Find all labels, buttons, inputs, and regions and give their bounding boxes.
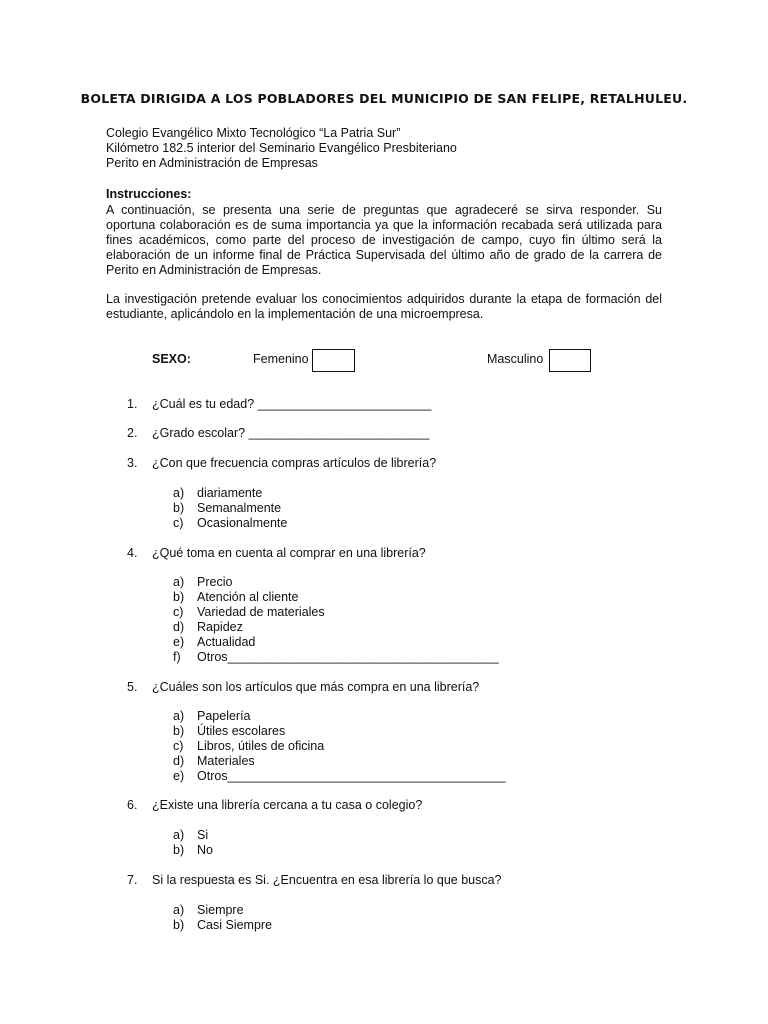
option-letter: b) xyxy=(173,918,185,932)
question-number: 4. xyxy=(127,546,138,560)
option-letter: c) xyxy=(173,739,184,753)
school-program: Perito en Administración de Empresas xyxy=(106,156,318,170)
male-label: Masculino xyxy=(487,352,544,366)
option-text: Materiales xyxy=(197,754,255,768)
question-number: 2. xyxy=(127,426,138,440)
option-letter: b) xyxy=(173,590,185,604)
option-text: Semanalmente xyxy=(197,501,282,515)
option-text: Casi Siempre xyxy=(197,918,273,932)
question-text: ¿Con que frecuencia compras artículos de librería? xyxy=(152,456,437,470)
option-letter: e) xyxy=(173,769,185,783)
option-item[interactable] xyxy=(173,754,506,769)
option-item[interactable] xyxy=(173,739,506,754)
option-text: Útiles escolares xyxy=(197,724,286,738)
question-number: 1. xyxy=(127,397,138,411)
option-letter: a) xyxy=(173,486,185,500)
option-item[interactable] xyxy=(173,724,506,739)
options-list xyxy=(173,575,499,665)
question-text: ¿Qué toma en cuenta al comprar en una librería? xyxy=(152,546,426,560)
instructions-paragraph-2: La investigación pretende evaluar los conocimientos adquiridos durante la etapa de formación del estudiante, aplicándolo en la implementación de una microempresa. xyxy=(106,292,662,321)
option-text: Atención al cliente xyxy=(197,590,299,604)
option-text: Libros, útiles de oficina xyxy=(197,739,325,753)
question-text: ¿Cuáles son los artículos que más compra en una librería? xyxy=(152,680,480,694)
option-letter: a) xyxy=(173,575,185,589)
option-letter: e) xyxy=(173,635,185,649)
option-text: Siempre xyxy=(197,903,244,917)
option-item[interactable] xyxy=(173,620,499,635)
female-label: Femenino xyxy=(253,352,309,366)
option-item[interactable] xyxy=(173,486,287,501)
sexo-label: SEXO: xyxy=(152,352,191,366)
question-text: ¿Existe una librería cercana a tu casa o colegio? xyxy=(152,798,423,812)
option-letter: a) xyxy=(173,828,185,842)
option-item[interactable] xyxy=(173,650,499,665)
document-title: BOLETA DIRIGIDA A LOS POBLADORES DEL MUNICIPIO DE SAN FELIPE, RETALHULEU. xyxy=(80,91,688,106)
instructions-heading: Instrucciones: xyxy=(106,187,192,201)
option-item[interactable] xyxy=(173,903,272,918)
question-number: 3. xyxy=(127,456,138,470)
option-text: Variedad de materiales xyxy=(197,605,325,619)
option-text: Actualidad xyxy=(197,635,256,649)
option-letter: b) xyxy=(173,724,185,738)
option-letter: c) xyxy=(173,605,184,619)
option-text: No xyxy=(197,843,213,857)
instructions-paragraph-1: A continuación, se presenta una serie de preguntas que agradeceré se sirva responder. Su oportuna colaboración es de suma importancia ya que la información recabada será utilizada para fines académicos, como parte del proceso de investigación de campo, cuyo fin último será la elaboración de un informe final de Práctica Supervisada del último año de grado de la carrera de Perito en Administración de Empresas. xyxy=(106,203,662,277)
option-text: Ocasionalmente xyxy=(197,516,288,530)
option-text: Rapidez xyxy=(197,620,243,634)
option-item[interactable] xyxy=(173,590,499,605)
option-item[interactable] xyxy=(173,605,499,620)
option-letter: f) xyxy=(173,650,181,664)
option-item[interactable] xyxy=(173,501,287,516)
option-letter: d) xyxy=(173,620,185,634)
option-text: Otros_______________________________________ xyxy=(197,650,499,664)
male-checkbox[interactable] xyxy=(549,349,591,372)
option-item[interactable] xyxy=(173,843,213,858)
option-text: Precio xyxy=(197,575,233,589)
school-name: Colegio Evangélico Mixto Tecnológico “La Patria Sur” xyxy=(106,126,401,140)
option-text: Si xyxy=(197,828,209,842)
question-number: 7. xyxy=(127,873,138,887)
option-item[interactable] xyxy=(173,635,499,650)
option-letter: d) xyxy=(173,754,185,768)
options-list xyxy=(173,486,287,531)
options-list xyxy=(173,709,506,784)
option-item[interactable] xyxy=(173,709,506,724)
female-checkbox[interactable] xyxy=(312,349,355,372)
option-item[interactable] xyxy=(173,828,213,843)
option-letter: a) xyxy=(173,903,185,917)
option-item[interactable] xyxy=(173,769,506,784)
option-letter: c) xyxy=(173,516,184,530)
question-number: 5. xyxy=(127,680,138,694)
question-text[interactable]: ¿Grado escolar? __________________________ xyxy=(152,426,430,440)
option-letter: b) xyxy=(173,843,185,857)
question-text[interactable]: ¿Cuál es tu edad? _________________________ xyxy=(152,397,432,411)
options-list xyxy=(173,828,213,858)
question-text: Si la respuesta es Si. ¿Encuentra en esa librería lo que busca? xyxy=(152,873,502,887)
school-header xyxy=(106,126,666,171)
options-list xyxy=(173,903,272,933)
option-letter: b) xyxy=(173,501,185,515)
option-text: Papelería xyxy=(197,709,251,723)
question-number: 6. xyxy=(127,798,138,812)
option-item[interactable] xyxy=(173,575,499,590)
school-address: Kilómetro 182.5 interior del Seminario Evangélico Presbiteriano xyxy=(106,141,457,155)
option-item[interactable] xyxy=(173,918,272,933)
option-letter: a) xyxy=(173,709,185,723)
option-text: diariamente xyxy=(197,486,263,500)
option-text: Otros________________________________________ xyxy=(197,769,506,783)
option-item[interactable] xyxy=(173,516,287,531)
